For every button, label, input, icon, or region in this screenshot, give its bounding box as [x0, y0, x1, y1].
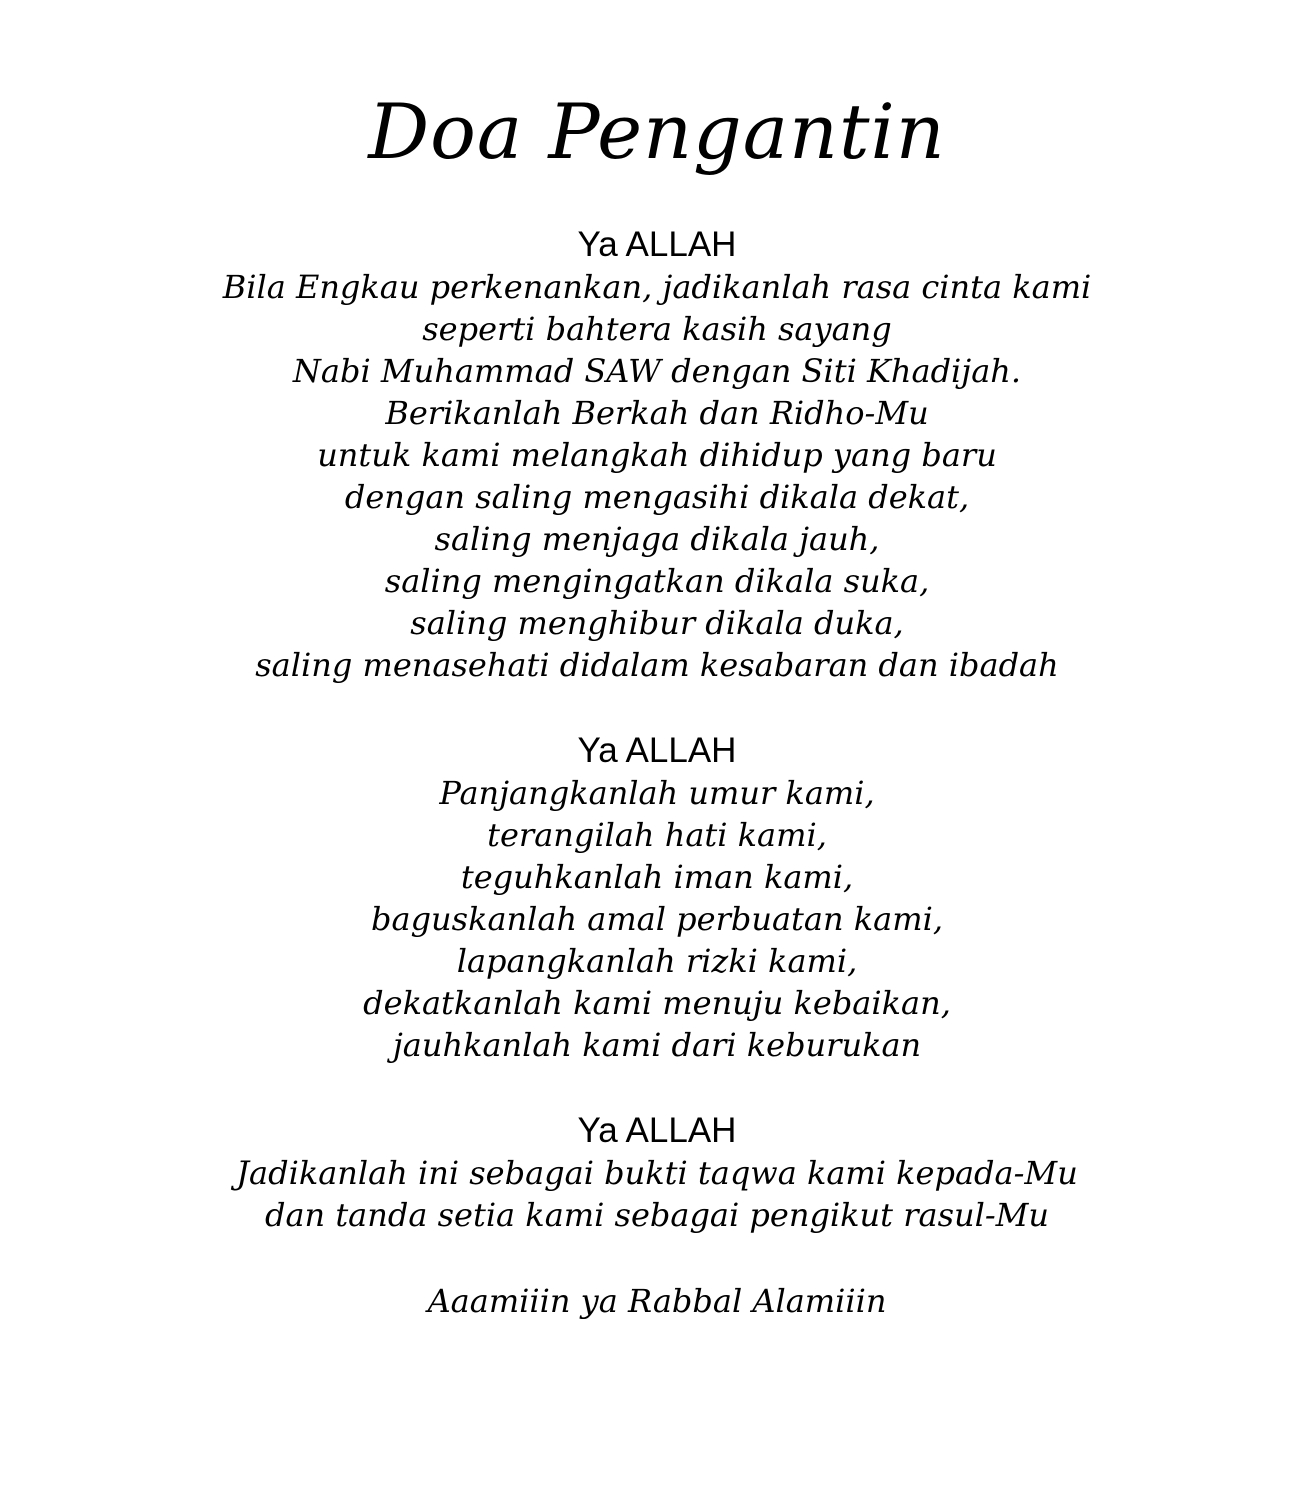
stanza-line: saling menasehati didalam kesabaran dan ibadah [255, 646, 1059, 684]
stanza-3 [0, 1110, 1314, 1236]
stanza-line: Jadikanlah ini sebagai bukti taqwa kami kepada-Mu [236, 1154, 1078, 1192]
stanza-line: dengan saling mengasihi dikala dekat, [344, 478, 970, 516]
page-title: Doa Pengantin [368, 87, 946, 176]
stanza-heading: Ya ALLAH [577, 225, 737, 264]
stanza-heading: Ya ALLAH [577, 1111, 737, 1150]
stanza-heading: Ya ALLAH [577, 731, 737, 770]
stanza-line: dekatkanlah kami menuju kebaikan, [363, 984, 951, 1022]
stanza-line: terangilah hati kami, [487, 816, 827, 854]
stanza-line: dan tanda setia kami sebagai pengikut rasul-Mu [264, 1196, 1050, 1234]
stanza-line: baguskanlah amal perbuatan kami, [371, 900, 943, 938]
stanza-line: jauhkanlah kami dari keburukan [392, 1026, 922, 1064]
stanza-line: saling menjaga dikala jauh, [434, 520, 880, 558]
stanza-line: Berikanlah Berkah dan Ridho-Mu [385, 394, 929, 432]
stanza-line: Panjangkanlah umur kami, [439, 774, 875, 812]
stanza-line: seperti bahtera kasih sayang [422, 310, 892, 348]
closing-line: Aaamiiin ya Rabbal Alamiiin [427, 1282, 887, 1320]
stanza-line: untuk kami melangkah dihidup yang baru [317, 436, 997, 474]
stanza-line: saling menghibur dikala duka, [410, 604, 904, 642]
stanza-line: Bila Engkau perkenankan, jadikanlah rasa cinta kami [222, 268, 1092, 306]
stanza-line: saling mengingatkan dikala suka, [384, 562, 930, 600]
stanza-line: teguhkanlah iman kami, [460, 858, 854, 896]
stanza-2 [0, 730, 1314, 1066]
stanza-1 [0, 224, 1314, 686]
stanza-line: Nabi Muhammad SAW dengan Siti Khadijah. [292, 352, 1022, 390]
stanza-line: lapangkanlah rizki kami, [456, 942, 858, 980]
